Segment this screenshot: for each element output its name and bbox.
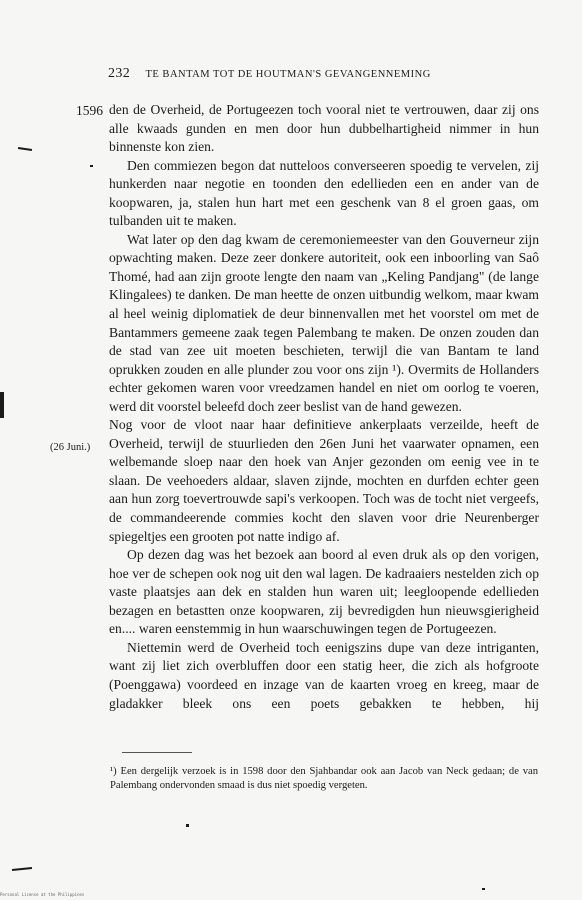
paragraph-2: Den commiezen begon dat nutteloos converseeren spoedig te vervelen, zij hunkerden naar negotie en toonden den edellieden een en ander van de koopwaren, ja, stalen hun hart met een geschenk van 8 el groen gaas, om tulbanden uit te maken. — [109, 157, 539, 229]
scan-mark-left-3 — [12, 867, 32, 871]
running-title: TE BANTAM TOT DE HOUTMAN'S GEVANGENNEMING — [145, 69, 431, 80]
footnote: ¹) Een dergelijk verzoek is in 1598 door den Sjahbandar ook aan Jacob van Neck gedaan; de van Palembang ondervonden smaad is dus niet spoedig vergeten. — [110, 766, 538, 791]
scan-mark-dot-1 — [90, 165, 93, 167]
scan-mark-dot-2 — [186, 824, 189, 827]
paragraph-1: den de Overheid, de Portugeezen toch vooral niet te vertrouwen, daar zij ons alle kwaads gunden en men door hun dubbelhartigheid nimmer in hun binnenste kon zien. — [109, 102, 539, 155]
margin-date: (26 Juni.) — [50, 442, 91, 453]
paragraph-6: Niettemin werd de Overheid toch eenigszins dupe van deze intriganten, want zij liet zich overbluffen door een statig heer, die zich als hofgroote (Poenggawa) voordeed en inzage van de kaarten vroeg en kreeg, maar de gladakker bleek ons een poets gebakken te hebben, hij — [109, 639, 539, 711]
footnote-rule — [122, 752, 192, 753]
scan-mark-left-1 — [18, 147, 32, 151]
body-text — [109, 101, 539, 713]
paragraph-4: Nog voor de vloot naar haar definitieve ankerplaats verzeilde, heeft de Overheid, terwijl de stuurlieden den 26en Juni het vaarwater opnamen, een welbemande sloep naar den hoek van Anjer gezonden om eenig vee in te slaan. De veehoeders aldaar, slaven zijnde, mochten en durfden echter geen aan hun zorg toevertrouwde sapi's verkoopen. Toch was de tocht niet vergeefs, de commandeerende commies kocht den slaven voor drie Neurenberger spiegeltjes een grooten pot natte indigo af. — [109, 417, 539, 544]
margin-year: 1596 — [76, 103, 103, 118]
page-number: 232 — [108, 66, 131, 81]
page-header — [108, 66, 528, 82]
scan-mark-dot-3 — [482, 888, 485, 890]
scan-mark-left-2 — [0, 392, 4, 418]
paragraph-3: Wat later op den dag kwam de ceremoniemeester van den Gouverneur zijn opwachting maken. Deze zeer donkere autoriteit, ook een inboorling van Saô Thomé, had aan zijn groote lengte den naam van „Keling Pandjang" (de lange Klingalees) te danken. De man heette de onzen uitbundig welkom, maar kwam al heel weinig diplomatiek de deur binnenvallen met het voorstel om met de Bantammers gemeene zaak tegen Palembang te maken. De onzen zouden dan de stad van zee uit moeten beschieten, terwijl die van Bantam te land oprukken zouden en alle plunder zou voor ons zijn ¹). Overmits de Hollanders echter gekomen waren voor vreedzamen handel en niet om oorlog te voeren, werd dit voorstel beleefd doch zeer beslist van de hand gewezen. — [109, 231, 539, 414]
footer-strip: Personal License at the Philippines — [0, 892, 582, 900]
paragraph-5: Op dezen dag was het bezoek aan boord al even druk als op den vorigen, hoe ver de schepen ook nog uit den wal lagen. De kadraaiers nestelden zich op vaste plaatsjes aan dek en stalden hun waren uit; leegloopende edellieden bezagen en betastten onze koopwaren, zij bevredigden hun nieuwsgierigheid en.... waren eenstemmig in hun waarschuwingen tegen de Portugeezen. — [109, 547, 539, 637]
